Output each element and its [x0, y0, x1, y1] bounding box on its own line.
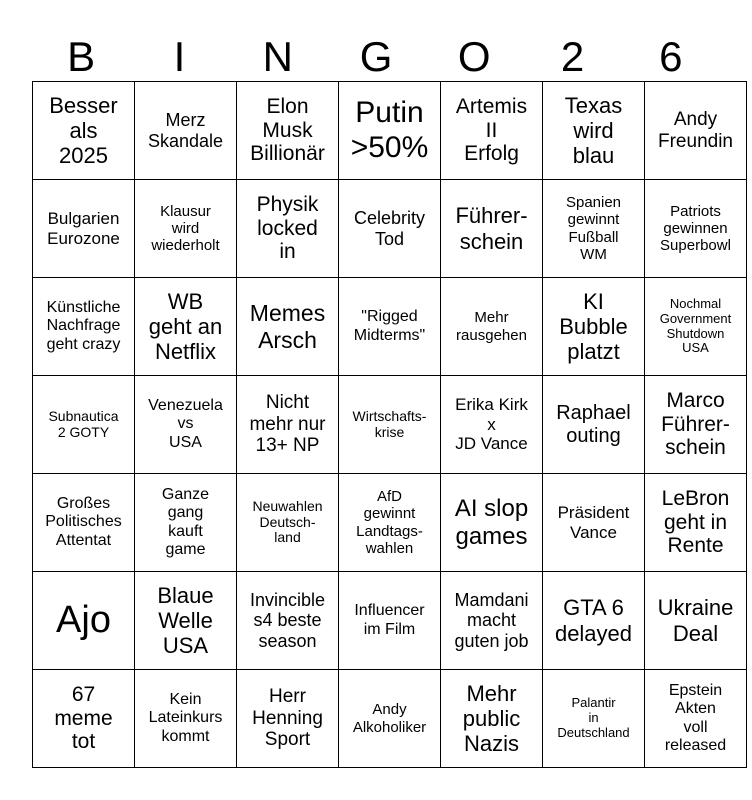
header-digit-2: 2: [560, 33, 585, 80]
board-row: [33, 82, 747, 180]
bingo-cell[interactable]: Texas wird blau: [543, 82, 645, 180]
bingo-cell[interactable]: Mehr rausgehen: [441, 278, 543, 376]
bingo-cell[interactable]: Bulgarien Eurozone: [33, 180, 135, 278]
bingo-cell[interactable]: Nicht mehr nur 13+ NP: [237, 376, 339, 474]
bingo-cell[interactable]: WB geht an Netflix: [135, 278, 237, 376]
bingo-cell[interactable]: 67 meme tot: [33, 670, 135, 768]
bingo-cell[interactable]: Mamdani macht guten job: [441, 572, 543, 670]
bingo-cell[interactable]: Großes Politisches Attentat: [33, 474, 135, 572]
bingo-cell[interactable]: Ganze gang kauft game: [135, 474, 237, 572]
bingo-cell[interactable]: Physik locked in: [237, 180, 339, 278]
bingo-cell[interactable]: Neuwahlen Deutsch- land: [237, 474, 339, 572]
header-letter-b: B: [67, 33, 96, 80]
bingo-cell[interactable]: Andy Alkoholiker: [339, 670, 441, 768]
bingo-cell[interactable]: Klausur wird wiederholt: [135, 180, 237, 278]
bingo-cell[interactable]: "Rigged Midterms": [339, 278, 441, 376]
bingo-cell[interactable]: AI slop games: [441, 474, 543, 572]
board-row: [33, 278, 747, 376]
bingo-cell[interactable]: Ajo: [33, 572, 135, 670]
header-digit-6: 6: [659, 33, 683, 80]
bingo-cell[interactable]: Erika Kirk x JD Vance: [441, 376, 543, 474]
bingo-cell[interactable]: Herr Henning Sport: [237, 670, 339, 768]
bingo-cell[interactable]: Venezuela vs USA: [135, 376, 237, 474]
board-row: [33, 180, 747, 278]
bingo-cell[interactable]: Mehr public Nazis: [441, 670, 543, 768]
bingo-cell[interactable]: GTA 6 delayed: [543, 572, 645, 670]
bingo-cell[interactable]: Führer- schein: [441, 180, 543, 278]
bingo-cell[interactable]: Palantir in Deutschland: [543, 670, 645, 768]
bingo-cell[interactable]: Memes Arsch: [237, 278, 339, 376]
bingo-cell[interactable]: Kein Lateinkurs kommt: [135, 670, 237, 768]
board-row: [33, 670, 747, 768]
bingo-cell[interactable]: LeBron geht in Rente: [645, 474, 747, 572]
board-row: [33, 572, 747, 670]
bingo-cell[interactable]: KI Bubble platzt: [543, 278, 645, 376]
bingo-cell[interactable]: Subnautica 2 GOTY: [33, 376, 135, 474]
bingo-cell[interactable]: Ukraine Deal: [645, 572, 747, 670]
header-letter-o: O: [457, 33, 491, 80]
bingo-cell[interactable]: Patriots gewinnen Superbowl: [645, 180, 747, 278]
bingo-header: [32, 32, 720, 82]
bingo-cell[interactable]: Wirtschafts- krise: [339, 376, 441, 474]
bingo-cell[interactable]: Putin >50%: [339, 82, 441, 180]
bingo-board: [32, 81, 747, 768]
bingo-cell[interactable]: Invincible s4 beste season: [237, 572, 339, 670]
bingo-cell[interactable]: Marco Führer- schein: [645, 376, 747, 474]
bingo-cell[interactable]: Präsident Vance: [543, 474, 645, 572]
bingo-cell[interactable]: AfD gewinnt Landtags- wahlen: [339, 474, 441, 572]
bingo-cell[interactable]: Merz Skandale: [135, 82, 237, 180]
bingo-cell[interactable]: Artemis II Erfolg: [441, 82, 543, 180]
bingo-cell[interactable]: Spanien gewinnt Fußball WM: [543, 180, 645, 278]
bingo-cell[interactable]: Besser als 2025: [33, 82, 135, 180]
bingo-cell[interactable]: Elon Musk Billionär: [237, 82, 339, 180]
bingo-cell[interactable]: Andy Freundin: [645, 82, 747, 180]
bingo-cell[interactable]: Raphael outing: [543, 376, 645, 474]
header-letter-i: I: [173, 33, 186, 80]
bingo-cell[interactable]: Künstliche Nachfrage geht crazy: [33, 278, 135, 376]
board-row: [33, 474, 747, 572]
board-row: [33, 376, 747, 474]
bingo-cell[interactable]: Celebrity Tod: [339, 180, 441, 278]
header-letter-g: G: [359, 33, 393, 80]
bingo-cell[interactable]: Influencer im Film: [339, 572, 441, 670]
bingo-cell[interactable]: Blaue Welle USA: [135, 572, 237, 670]
bingo-cell[interactable]: Epstein Akten voll released: [645, 670, 747, 768]
header-letter-n: N: [262, 33, 293, 80]
bingo-cell[interactable]: Nochmal Government Shutdown USA: [645, 278, 747, 376]
